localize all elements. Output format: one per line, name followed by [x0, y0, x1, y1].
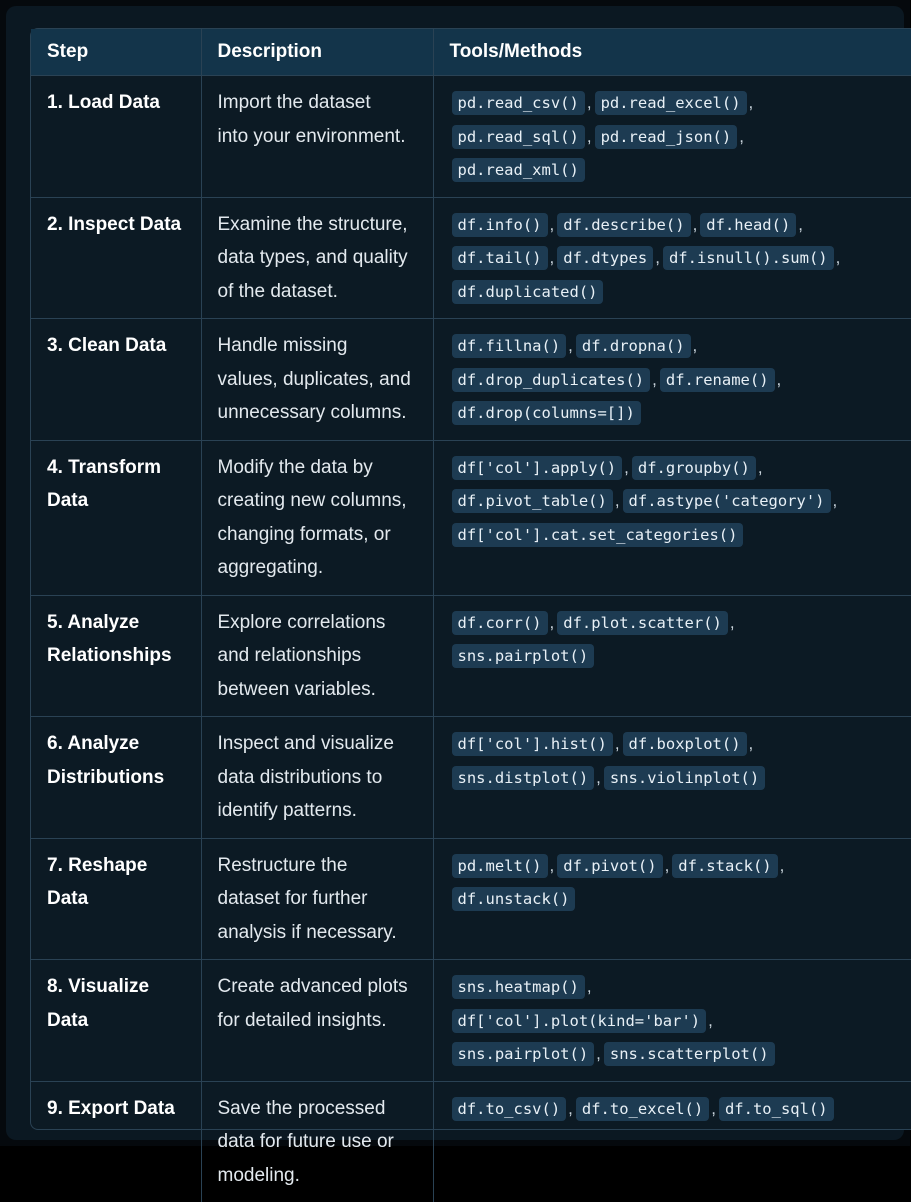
step-cell — [31, 960, 201, 1082]
step-cell — [31, 197, 201, 319]
comma-separator: , — [708, 1011, 713, 1030]
tools-line — [452, 208, 904, 242]
method-code-chip: sns.violinplot() — [604, 766, 765, 790]
description-line: unnecessary columns. — [218, 396, 417, 430]
step-label-line: 4. Transform — [47, 451, 185, 485]
description-cell — [201, 319, 433, 441]
tools-cell — [433, 319, 911, 441]
tools-line — [452, 484, 904, 518]
method-code-chip: df.stack() — [672, 854, 777, 878]
tools-line — [452, 518, 904, 552]
method-code-chip: df.head() — [700, 213, 796, 237]
method-code-chip: sns.pairplot() — [452, 644, 595, 668]
tools-line — [452, 761, 904, 795]
description-line: data for future use or — [218, 1125, 417, 1159]
tools-line — [452, 639, 904, 673]
description-cell — [201, 76, 433, 198]
method-code-chip: df.tail() — [452, 246, 548, 270]
table-row — [31, 197, 911, 319]
description-line: Restructure the — [218, 849, 417, 883]
comma-separator: , — [550, 215, 555, 234]
tools-line — [452, 727, 904, 761]
description-line: dataset for further — [218, 882, 417, 916]
tools-line — [452, 241, 904, 275]
method-code-chip: df.groupby() — [632, 456, 756, 480]
table-row — [31, 440, 911, 595]
table-row — [31, 838, 911, 960]
comma-separator: , — [739, 127, 744, 146]
table-row — [31, 595, 911, 717]
steps-table — [31, 29, 911, 1202]
tools-line — [452, 396, 904, 430]
comma-separator: , — [655, 248, 660, 267]
step-label-line: Distributions — [47, 761, 185, 795]
method-code-chip: df.to_excel() — [576, 1097, 709, 1121]
method-code-chip: df.unstack() — [452, 887, 576, 911]
step-cell — [31, 319, 201, 441]
step-label-line: 8. Visualize — [47, 970, 185, 1004]
step-label-line: Data — [47, 882, 185, 916]
description-line: for detailed insights. — [218, 1004, 417, 1038]
comma-separator: , — [587, 93, 592, 112]
method-code-chip: df['col'].hist() — [452, 732, 613, 756]
method-code-chip: df.to_csv() — [452, 1097, 567, 1121]
method-code-chip: df.info() — [452, 213, 548, 237]
method-code-chip: df.dropna() — [576, 334, 691, 358]
method-code-chip: df['col'].apply() — [452, 456, 623, 480]
method-code-chip: df.boxplot() — [623, 732, 747, 756]
method-code-chip: df.pivot() — [557, 854, 662, 878]
tools-cell — [433, 717, 911, 839]
method-code-chip: pd.read_csv() — [452, 91, 585, 115]
method-code-chip: sns.heatmap() — [452, 975, 585, 999]
comma-separator: , — [568, 336, 573, 355]
method-code-chip: sns.pairplot() — [452, 1042, 595, 1066]
method-code-chip: pd.melt() — [452, 854, 548, 878]
tools-cell — [433, 440, 911, 595]
method-code-chip: df.plot.scatter() — [557, 611, 728, 635]
tools-line — [452, 1092, 904, 1126]
comma-separator: , — [550, 613, 555, 632]
description-line: of the dataset. — [218, 275, 417, 309]
method-code-chip: df.duplicated() — [452, 280, 604, 304]
description-line: Examine the structure, — [218, 208, 417, 242]
tools-line — [452, 120, 904, 154]
description-line: aggregating. — [218, 551, 417, 585]
comma-separator: , — [596, 768, 601, 787]
description-cell — [201, 1081, 433, 1202]
table-row — [31, 319, 911, 441]
table-header — [31, 29, 911, 76]
header-description: Description — [201, 29, 433, 76]
comma-separator: , — [749, 93, 754, 112]
method-code-chip: df.dtypes — [557, 246, 653, 270]
method-code-chip: df.astype('category') — [623, 489, 831, 513]
step-cell — [31, 717, 201, 839]
comma-separator: , — [777, 370, 782, 389]
step-label-line: 7. Reshape — [47, 849, 185, 883]
tools-line — [452, 970, 904, 1004]
step-label-line: 6. Analyze — [47, 727, 185, 761]
step-label-line: Data — [47, 484, 185, 518]
description-line: between variables. — [218, 673, 417, 707]
header-tools: Tools/Methods — [433, 29, 911, 76]
method-code-chip: df.rename() — [660, 368, 775, 392]
step-label-line: 5. Analyze — [47, 606, 185, 640]
description-line: and relationships — [218, 639, 417, 673]
description-line: Handle missing — [218, 329, 417, 363]
description-cell — [201, 838, 433, 960]
description-line: into your environment. — [218, 120, 417, 154]
method-code-chip: sns.scatterplot() — [604, 1042, 775, 1066]
tools-cell — [433, 1081, 911, 1202]
method-code-chip: df.to_sql() — [719, 1097, 834, 1121]
tools-line — [452, 329, 904, 363]
method-code-chip: df.describe() — [557, 213, 690, 237]
tools-line — [452, 153, 904, 187]
description-line: modeling. — [218, 1159, 417, 1193]
step-label-line: Relationships — [47, 639, 185, 673]
description-line: Modify the data by — [218, 451, 417, 485]
comma-separator: , — [596, 1044, 601, 1063]
method-code-chip: pd.read_json() — [595, 125, 738, 149]
tools-line — [452, 1004, 904, 1038]
description-line: creating new columns, — [218, 484, 417, 518]
method-code-chip: df.isnull().sum() — [663, 246, 834, 270]
table-row — [31, 76, 911, 198]
comma-separator: , — [693, 215, 698, 234]
comma-separator: , — [568, 1099, 573, 1118]
step-cell — [31, 76, 201, 198]
description-cell — [201, 717, 433, 839]
comma-separator: , — [711, 1099, 716, 1118]
description-line: data distributions to — [218, 761, 417, 795]
comma-separator: , — [798, 215, 803, 234]
tools-cell — [433, 197, 911, 319]
header-step: Step — [31, 29, 201, 76]
method-code-chip: df.pivot_table() — [452, 489, 613, 513]
description-line: Import the dataset — [218, 86, 417, 120]
tools-line — [452, 363, 904, 397]
tools-line — [452, 451, 904, 485]
description-line: Save the processed — [218, 1092, 417, 1126]
comma-separator: , — [693, 336, 698, 355]
description-line: analysis if necessary. — [218, 916, 417, 950]
method-code-chip: df['col'].plot(kind='bar') — [452, 1009, 707, 1033]
description-line: data types, and quality — [218, 241, 417, 275]
method-code-chip: df.fillna() — [452, 334, 567, 358]
comma-separator: , — [587, 127, 592, 146]
table-row — [31, 960, 911, 1082]
comma-separator: , — [780, 856, 785, 875]
tools-line — [452, 882, 904, 916]
comma-separator: , — [749, 734, 754, 753]
method-code-chip: df.drop(columns=[]) — [452, 401, 641, 425]
description-cell — [201, 595, 433, 717]
step-label-line: 2. Inspect Data — [47, 208, 185, 242]
description-line: Explore correlations — [218, 606, 417, 640]
step-label-line: 9. Export Data — [47, 1092, 185, 1126]
method-code-chip: df['col'].cat.set_categories() — [452, 523, 744, 547]
comma-separator: , — [624, 458, 629, 477]
description-line: changing formats, or — [218, 518, 417, 552]
table-row — [31, 1081, 911, 1202]
description-cell — [201, 960, 433, 1082]
method-code-chip: pd.read_xml() — [452, 158, 585, 182]
step-label-line: 3. Clean Data — [47, 329, 185, 363]
comma-separator: , — [833, 491, 838, 510]
step-label-line: 1. Load Data — [47, 86, 185, 120]
table-row — [31, 717, 911, 839]
method-code-chip: pd.read_excel() — [595, 91, 747, 115]
comma-separator: , — [550, 248, 555, 267]
method-code-chip: df.drop_duplicates() — [452, 368, 651, 392]
comma-separator: , — [652, 370, 657, 389]
comma-separator: , — [758, 458, 763, 477]
comma-separator: , — [836, 248, 841, 267]
description-line: identify patterns. — [218, 794, 417, 828]
description-line: Create advanced plots — [218, 970, 417, 1004]
description-line: Inspect and visualize — [218, 727, 417, 761]
tools-cell — [433, 595, 911, 717]
steps-table-container — [30, 28, 911, 1130]
step-cell — [31, 595, 201, 717]
tools-cell — [433, 960, 911, 1082]
tools-line — [452, 1037, 904, 1071]
method-code-chip: sns.distplot() — [452, 766, 595, 790]
description-cell — [201, 197, 433, 319]
tools-line — [452, 86, 904, 120]
tools-cell — [433, 76, 911, 198]
table-body — [31, 76, 911, 1202]
step-label-line: Data — [47, 1004, 185, 1038]
tools-line — [452, 275, 904, 309]
step-cell — [31, 838, 201, 960]
tools-line — [452, 606, 904, 640]
header-row — [31, 29, 911, 76]
comma-separator: , — [665, 856, 670, 875]
tools-cell — [433, 838, 911, 960]
comma-separator: , — [615, 734, 620, 753]
method-code-chip: df.corr() — [452, 611, 548, 635]
comma-separator: , — [587, 977, 592, 996]
comma-separator: , — [730, 613, 735, 632]
step-cell — [31, 1081, 201, 1202]
comma-separator: , — [615, 491, 620, 510]
description-line: values, duplicates, and — [218, 363, 417, 397]
comma-separator: , — [550, 856, 555, 875]
description-cell — [201, 440, 433, 595]
tools-line — [452, 849, 904, 883]
method-code-chip: pd.read_sql() — [452, 125, 585, 149]
step-cell — [31, 440, 201, 595]
